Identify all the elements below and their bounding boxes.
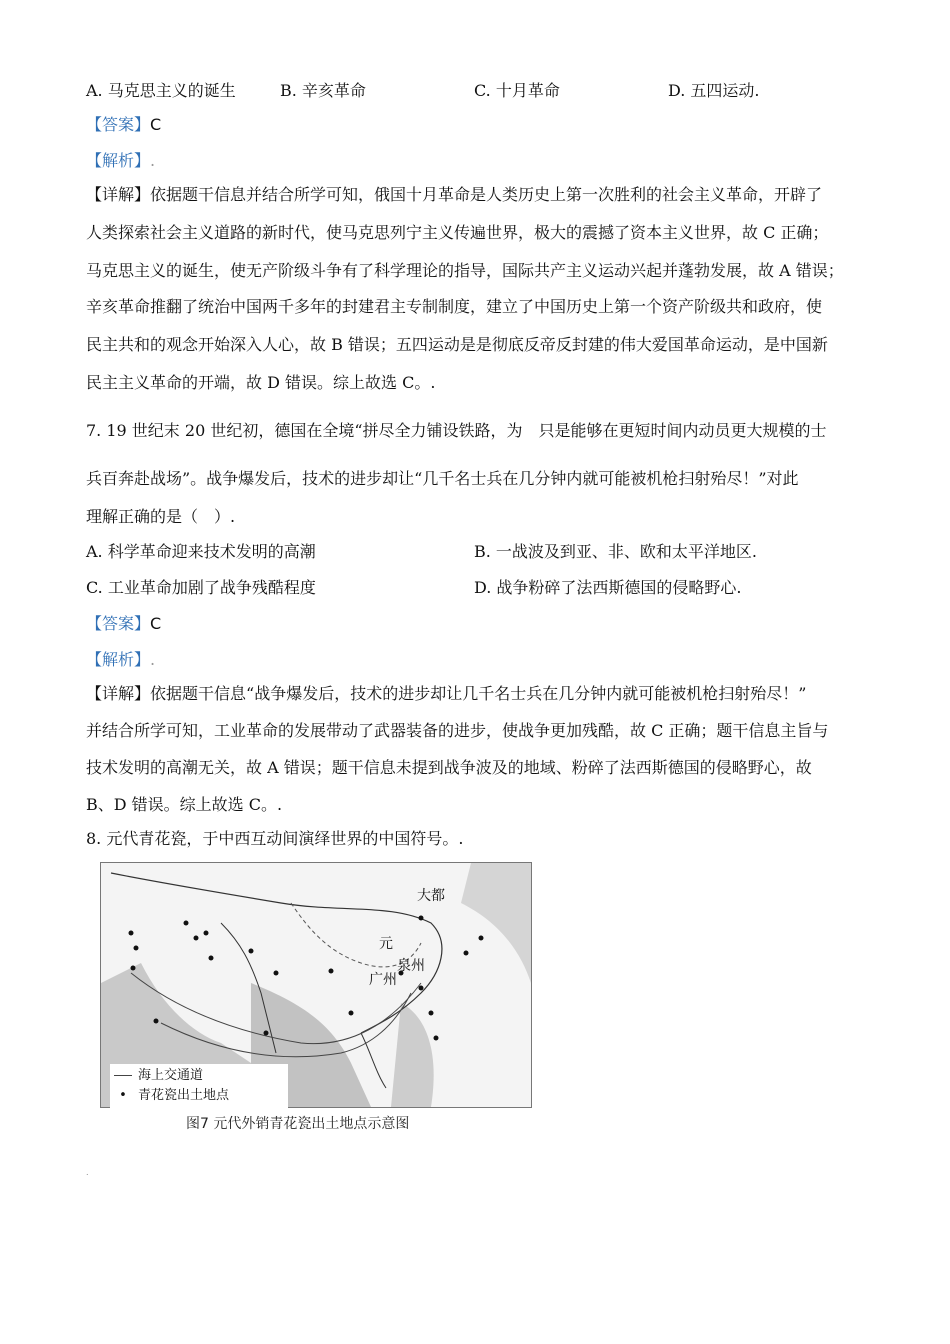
find-site bbox=[249, 949, 254, 954]
footer-mark: . bbox=[86, 1168, 89, 1177]
find-site bbox=[129, 931, 134, 936]
detail-text: 依据题干信息并结合所学可知，俄国十月革命是人类历史上第一次胜利的社会主义革命，开辟了 bbox=[150, 185, 823, 204]
find-site bbox=[329, 969, 334, 974]
detail-tag: 【详解】 bbox=[86, 185, 151, 204]
q7-stem-line-2: 兵百奔赴战场”。战争爆发后，技术的进步却让“几千名士兵在几分钟内就可能被机枪扫射殆尽！”对此 bbox=[86, 469, 799, 488]
q6-analysis bbox=[86, 150, 155, 172]
detail-text: 依据题干信息“战争爆发后，技术的进步却让几千名士兵在几分钟内就可能被机枪扫射殆尽！” bbox=[150, 684, 807, 703]
find-site bbox=[204, 931, 209, 936]
find-site bbox=[274, 971, 279, 976]
q7-stem-line-1: 7. 19 世纪末 20 世纪初，德国在全境“拼尽全力铺设铁路，为 只是能够在更短时间内动员更大规模的士 bbox=[86, 421, 827, 440]
map-caption: 图7 元代外销青花瓷出土地点示意图 bbox=[186, 1116, 410, 1132]
q8-stem: 8. 元代青花瓷，于中西互动间演绎世界的中国符号。. bbox=[86, 829, 464, 848]
legend-find-site: • 青花瓷出土地点 bbox=[119, 1088, 230, 1103]
find-site bbox=[134, 946, 139, 951]
q7-detail-line-1 bbox=[86, 683, 806, 705]
analysis-tag: 【解析】 bbox=[86, 650, 151, 669]
legend-sea-route: 海上交通道 bbox=[114, 1066, 284, 1086]
q6-detail-line-1 bbox=[86, 184, 822, 206]
find-site bbox=[184, 921, 189, 926]
q7-detail-line-3: 技术发明的高潮无关，故 A 错误；题干信息未提到战争波及的地域、粉碎了法西斯德国的侵略野心，故 bbox=[86, 758, 812, 777]
analysis-tail: . bbox=[150, 650, 156, 669]
q6-option-a: A. 马克思主义的诞生 bbox=[86, 81, 236, 100]
q6-option-d: D. 五四运动. bbox=[668, 81, 760, 100]
answer-value: C bbox=[150, 614, 162, 633]
find-site bbox=[154, 1019, 159, 1024]
q7-stem-line-3: 理解正确的是（ ）. bbox=[86, 507, 236, 526]
q6-answer bbox=[86, 114, 161, 136]
find-site bbox=[131, 966, 136, 971]
q7-detail-line-2: 并结合所学可知，工业革命的发展带动了武器装备的进步，使战争更加残酷，故 C 正确；题干信息主旨与 bbox=[86, 721, 829, 740]
answer-tag: 【答案】 bbox=[86, 614, 151, 633]
q7-option-a: A. 科学革命迎来技术发明的高潮 bbox=[86, 542, 316, 561]
q6-detail-line-6: 民主主义革命的开端，故 D 错误。综上故选 C。. bbox=[86, 373, 436, 392]
q7-answer bbox=[86, 613, 161, 635]
q7-detail-line-4: B、D 错误。综上故选 C。. bbox=[86, 795, 283, 814]
find-site bbox=[349, 1011, 354, 1016]
q6-detail-line-4: 辛亥革命推翻了统治中国两千多年的封建君主专制制度，建立了中国历史上第一个资产阶级共和政府，使 bbox=[86, 297, 823, 316]
label-yuan: 元 bbox=[379, 936, 393, 952]
q7-option-c: C. 工业革命加剧了战争残酷程度 bbox=[86, 578, 316, 597]
answer-value: C bbox=[150, 115, 162, 134]
q6-option-c: C. 十月革命 bbox=[474, 81, 560, 100]
find-site bbox=[419, 986, 424, 991]
label-quanzhou: 泉州 bbox=[397, 958, 425, 974]
q6-detail-line-2: 人类探索社会主义道路的新时代，使马克思列宁主义传遍世界，极大的震撼了资本主义世界，故 C 正确； bbox=[86, 223, 829, 242]
q7-option-b: B. 一战波及到亚、非、欧和太平洋地区. bbox=[474, 542, 758, 561]
answer-tag: 【答案】 bbox=[86, 115, 151, 134]
find-site bbox=[194, 936, 199, 941]
q7-analysis bbox=[86, 649, 155, 671]
analysis-tail: . bbox=[150, 151, 156, 170]
find-site bbox=[419, 916, 424, 921]
label-dadu: 大都 bbox=[417, 888, 445, 904]
detail-tag: 【详解】 bbox=[86, 684, 151, 703]
label-guangzhou: 广州 bbox=[369, 972, 397, 988]
q6-detail-line-3: 马克思主义的诞生，使无产阶级斗争有了科学理论的指导，国际共产主义运动兴起并蓬勃发展，故 A 错误； bbox=[86, 261, 844, 280]
find-site bbox=[264, 1031, 269, 1036]
q7-option-d: D. 战争粉碎了法西斯德国的侵略野心. bbox=[474, 578, 742, 597]
find-site bbox=[464, 951, 469, 956]
find-site bbox=[429, 1011, 434, 1016]
find-site bbox=[209, 956, 214, 961]
find-site bbox=[479, 936, 484, 941]
find-site bbox=[434, 1036, 439, 1041]
analysis-tag: 【解析】 bbox=[86, 151, 151, 170]
q6-detail-line-5: 民主共和的观念开始深入人心，故 B 错误；五四运动是是彻底反帝反封建的伟大爱国革命运动，是中国新 bbox=[86, 335, 828, 354]
q6-option-b: B. 辛亥革命 bbox=[280, 81, 366, 100]
map-legend bbox=[110, 1064, 288, 1108]
